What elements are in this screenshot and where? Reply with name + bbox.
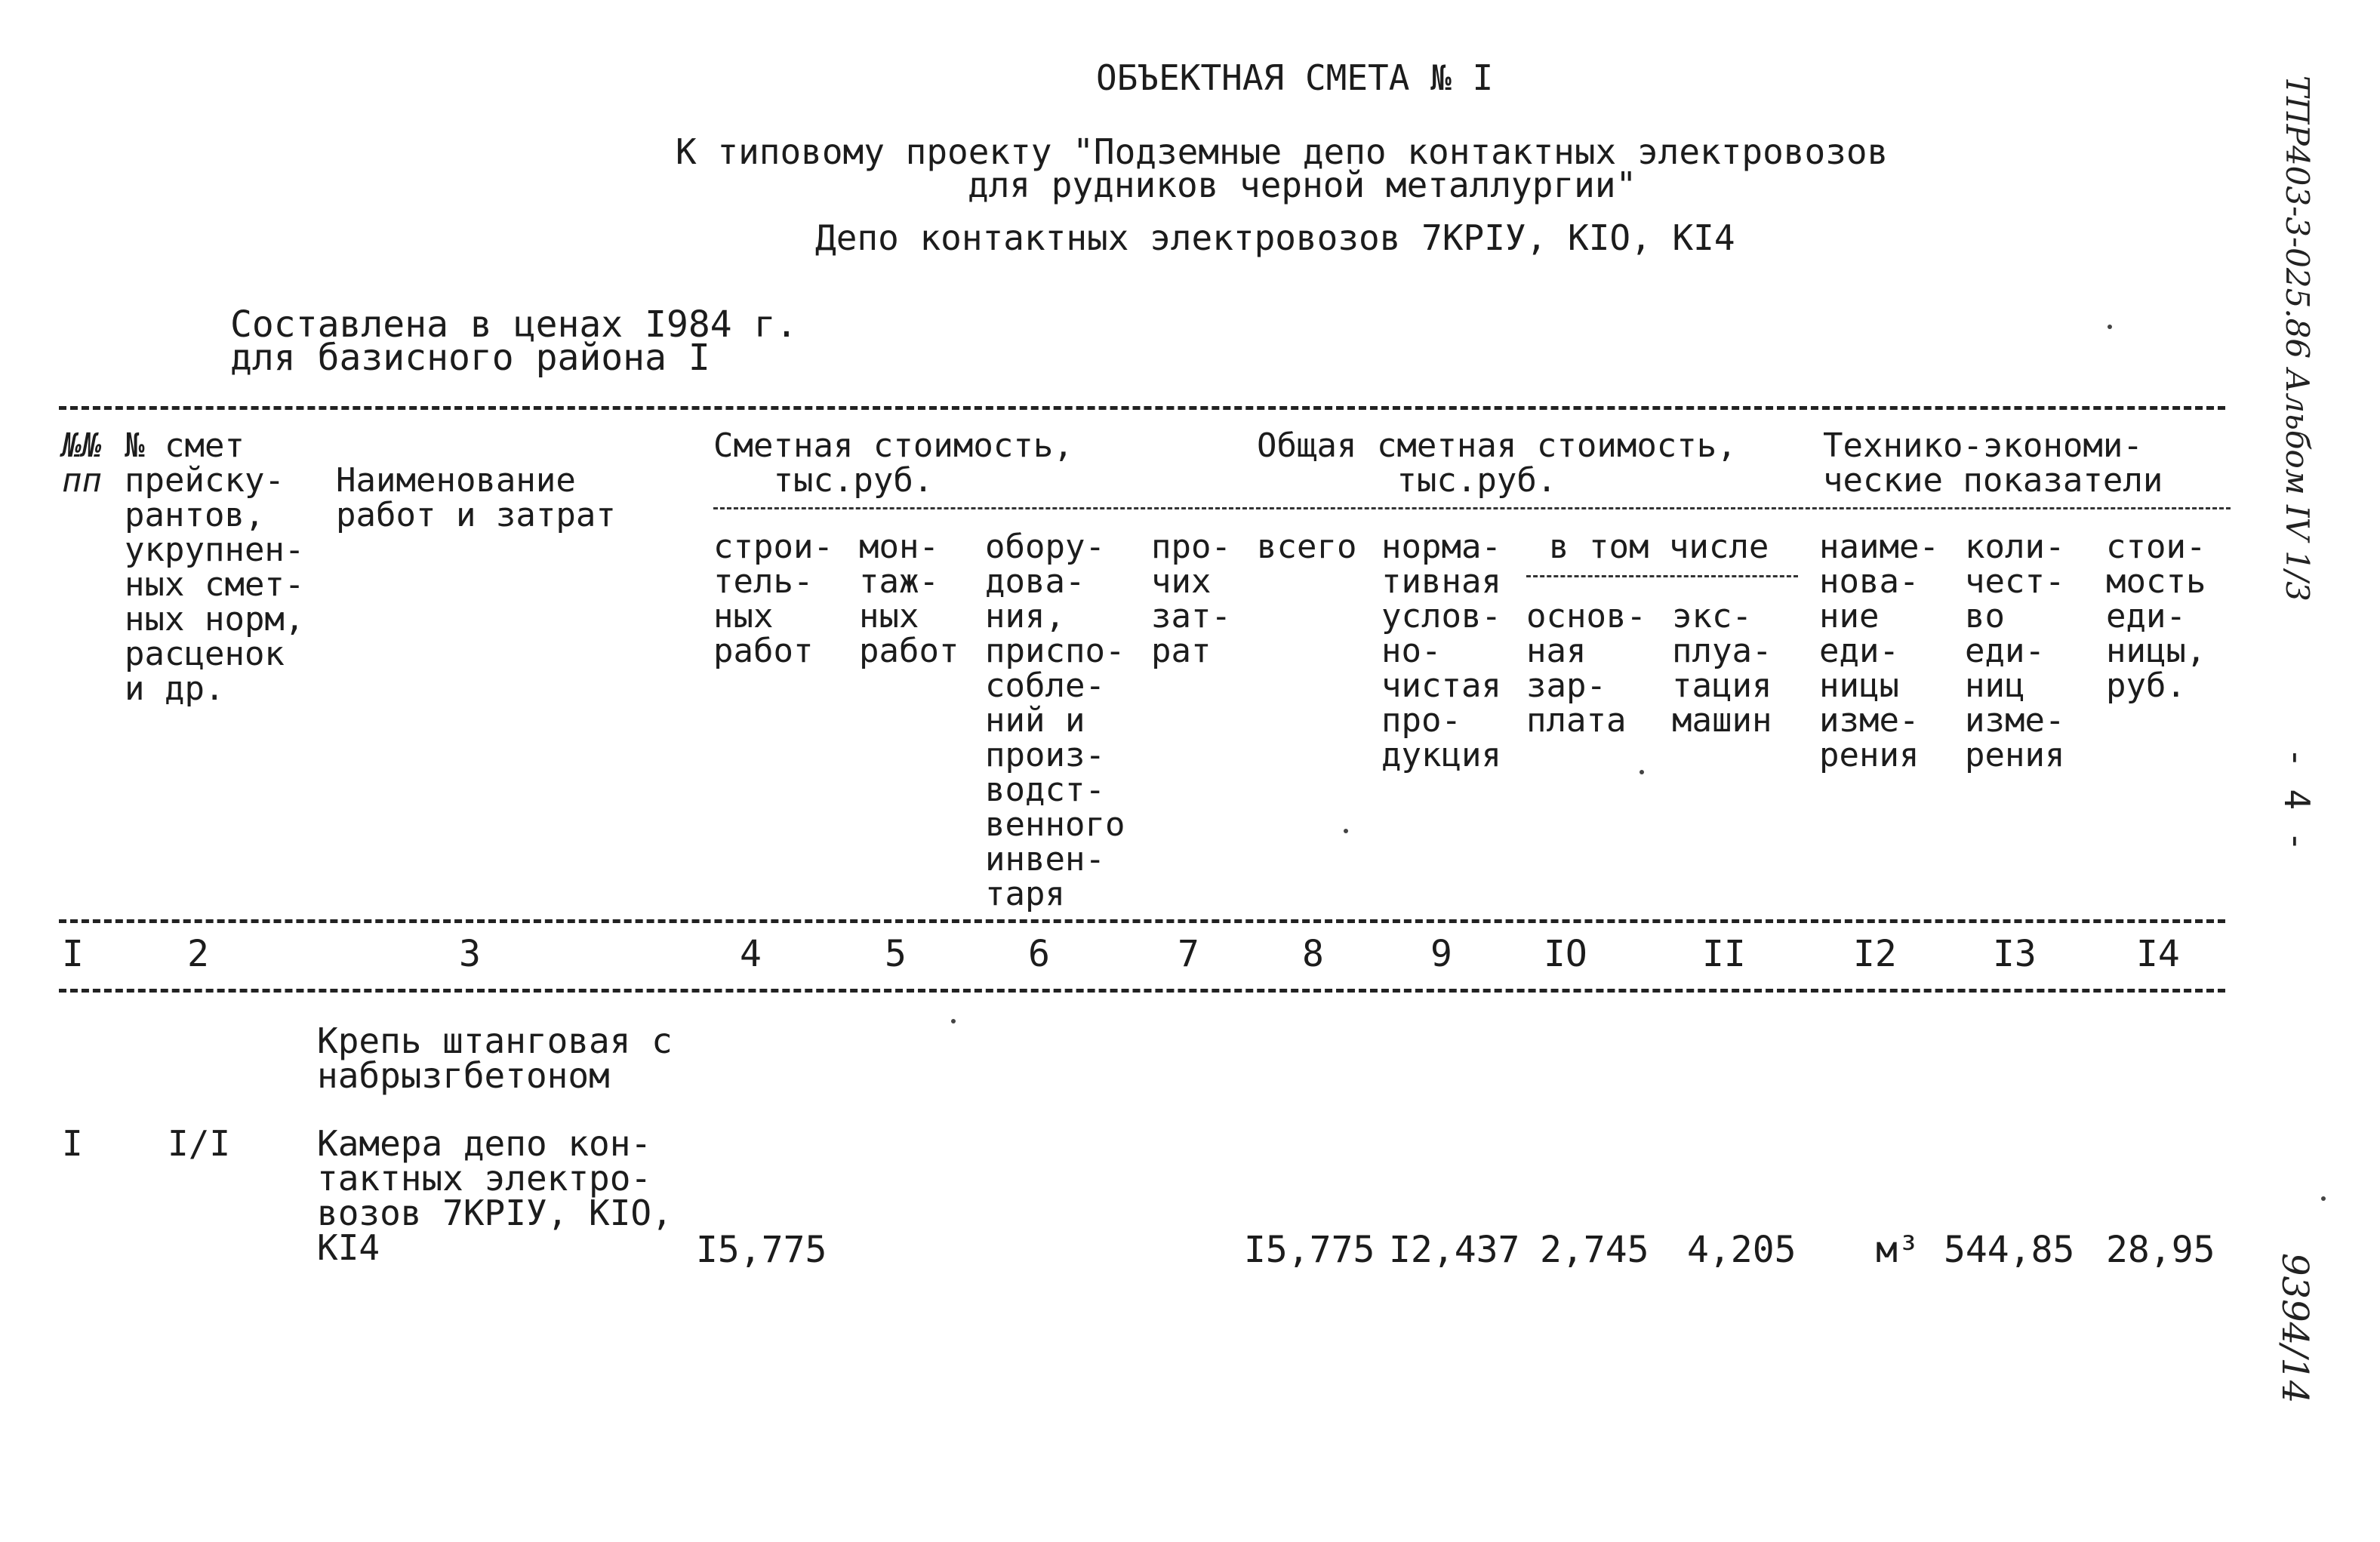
header-col10-salary: основ- ная зар- плата: [1526, 597, 1646, 740]
row-normative-product: I2,437: [1389, 1229, 1520, 1271]
scan-speck: [951, 1019, 956, 1023]
header-group-total-cost: Общая сметная стоимость, тыс.руб.: [1257, 426, 1737, 500]
header-col11-machines: экс- плуа- тация машин: [1672, 597, 1772, 740]
row-quantity: 544,85: [1944, 1229, 2075, 1271]
column-number: 5: [885, 933, 907, 975]
row-total-cost: I5,775: [1244, 1229, 1375, 1271]
header-col1-number: №№ пп: [62, 426, 102, 500]
column-number: 4: [740, 933, 762, 975]
section-title: Крепь штанговая с набрызгбетоном: [317, 1020, 673, 1096]
header-including: в том числе: [1549, 528, 1769, 566]
document-subtitle-line2: для рудников черной металлургии": [968, 165, 1637, 205]
archive-stamp-number: 9394/14: [2274, 1253, 2316, 1404]
header-group-estimate-cost: Сметная стоимость, тыс.руб.: [713, 426, 1073, 500]
header-col7-other: про- чих зат- рат: [1151, 528, 1231, 670]
scan-speck: [1640, 770, 1644, 774]
header-bottom-rule: [59, 919, 2225, 923]
row-unit-name: м³: [1876, 1229, 1920, 1271]
document-subtitle-line3: Депо контактных электровозов 7КРIУ, КIО, КI4: [815, 217, 1735, 258]
row-unit-cost: 28,95: [2106, 1229, 2215, 1271]
compiled-line1: Составлена в ценах I984 г.: [230, 303, 798, 346]
header-col5-installation: мон- таж- ных работ: [859, 528, 959, 670]
row-number: I: [62, 1123, 83, 1164]
column-number: II: [1702, 933, 1746, 975]
header-col3-name: Наименование работ и затрат: [336, 461, 616, 534]
header-col2-reference: № смет прейску- рантов, укрупнен- ных смет- ных норм, расценок и др.: [125, 426, 305, 708]
margin-album-code: ТПР403-3-025.86 Альбом IV 1/3: [2279, 75, 2316, 602]
header-col12-unit-name: наиме- нова- ние еди- ницы изме- рения: [1819, 528, 1939, 774]
column-number: 6: [1028, 933, 1050, 975]
row-name: Камера депо кон- тактных электро- возов 7КРIУ, КIО, КI4: [317, 1123, 673, 1268]
header-col9-normative: норма- тивная услов- но- чистая про- дукция: [1381, 528, 1501, 774]
row-base-salary: 2,745: [1540, 1229, 1649, 1271]
scan-speck: [2321, 1196, 2326, 1201]
column-number: I4: [2136, 933, 2180, 975]
header-col6-equipment: обору- дова- ния, приспо- собле- ний и произ- водст- венного инвен- таря: [985, 528, 1125, 913]
row-construction-cost: I5,775: [696, 1229, 827, 1271]
compiled-line2: для базисного района I: [230, 337, 710, 379]
header-col4-construction: строи- тель- ных работ: [713, 528, 833, 670]
scan-speck: [2108, 325, 2112, 329]
header-including-underline: [1526, 575, 1798, 577]
column-number: I2: [1853, 933, 1897, 975]
scan-speck: [1344, 829, 1348, 833]
column-numbers-bottom-rule: [59, 989, 2225, 993]
row-reference: I/I: [168, 1123, 231, 1164]
column-number: 7: [1178, 933, 1199, 975]
header-col14-unit-cost: стои- мость еди- ницы, руб.: [2106, 528, 2206, 705]
document-title: ОБЪЕКТНАЯ СМЕТА № I: [1096, 57, 1494, 98]
header-col13-quantity: коли- чест- во еди- ниц изме- рения: [1965, 528, 2065, 774]
document-subtitle-line1: К типовому проекту "Подземные депо контактных электровозов: [676, 131, 1889, 172]
page-number: - 4 -: [2277, 747, 2317, 852]
header-group-tech-indicators: Технико-экономи- ческие показатели: [1823, 426, 2163, 500]
row-machine-operation: 4,205: [1687, 1229, 1797, 1271]
column-number: 8: [1302, 933, 1324, 975]
column-number: I3: [1993, 933, 2037, 975]
header-col8-total: всего: [1257, 528, 1357, 566]
column-number: I: [62, 933, 84, 975]
column-number: 2: [187, 933, 209, 975]
column-number: 9: [1430, 933, 1452, 975]
column-number: 3: [459, 933, 481, 975]
table-top-rule: [59, 406, 2225, 410]
column-number: IO: [1544, 933, 1587, 975]
header-group-underline: [713, 507, 2231, 509]
